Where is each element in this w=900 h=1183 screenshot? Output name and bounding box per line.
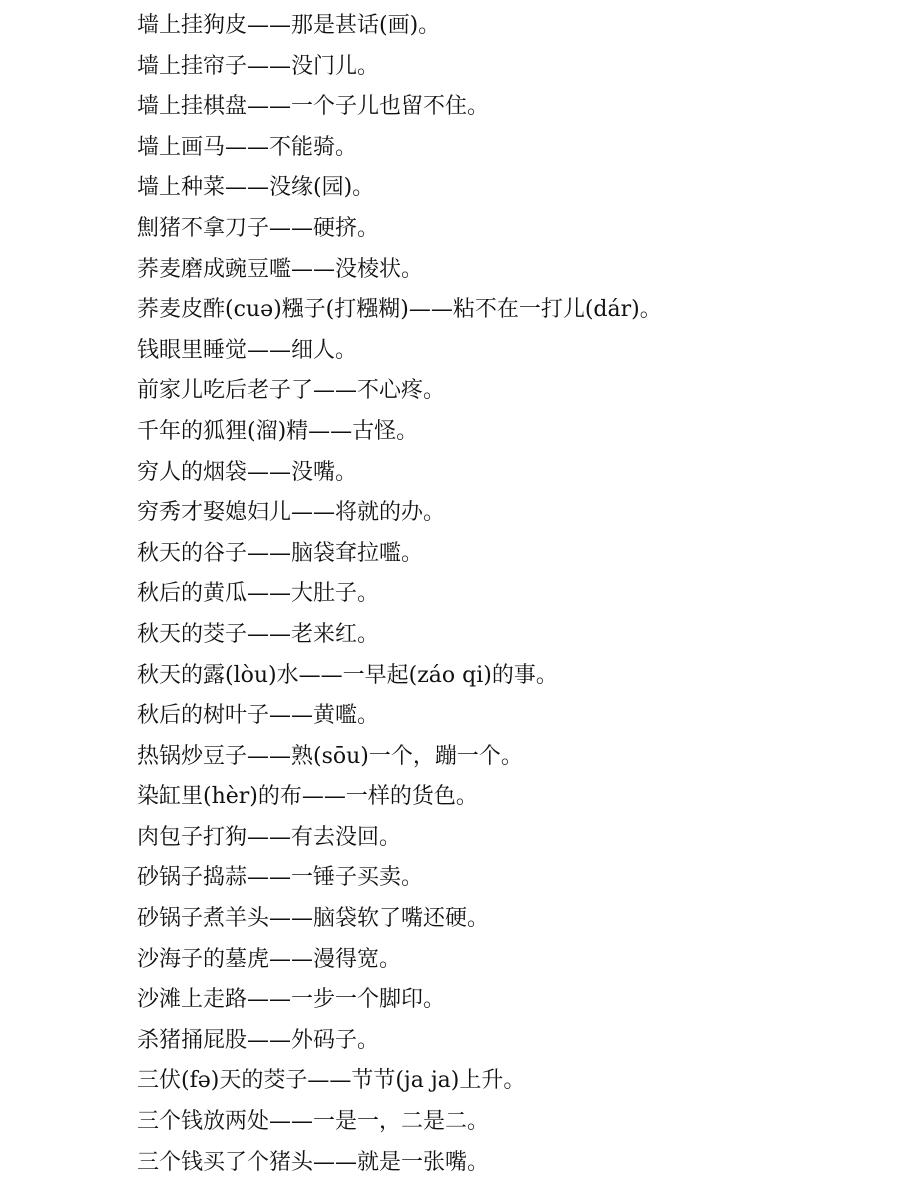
text-line: 穷人的烟袋——没嘴。 xyxy=(137,459,358,485)
text-line: 劁猪不拿刀子——硬挤。 xyxy=(137,215,380,241)
text-line: 前家儿吃后老子了——不心疼。 xyxy=(137,378,446,404)
text-line: 三伏(fə)天的茭子——节节(ja ja)上升。 xyxy=(137,1068,526,1094)
text-line: 墙上挂棋盘——一个子儿也留不住。 xyxy=(137,94,490,120)
text-line: 砂锅子捣蒜——一锤子买卖。 xyxy=(137,865,424,891)
text-line: 穷秀才娶媳妇儿——将就的办。 xyxy=(137,500,446,526)
text-line: 三个钱放两处——一是一，二是二。 xyxy=(137,1109,490,1135)
text-line: 沙海子的墓虎——漫得宽。 xyxy=(137,946,402,972)
text-line: 三个钱买了个猪头——就是一张嘴。 xyxy=(137,1149,490,1175)
text-line: 秋天的谷子——脑袋耷拉嚂。 xyxy=(137,540,424,566)
text-line: 墙上种菜——没缘(园)。 xyxy=(137,175,375,201)
text-line: 千年的狐狸(溜)精——古怪。 xyxy=(137,418,419,444)
text-line: 荞麦磨成豌豆嚂——没棱状。 xyxy=(137,256,424,282)
text-line: 肉包子打狗——有去没回。 xyxy=(137,824,402,850)
text-line: 秋后的树叶子——黄嚂。 xyxy=(137,703,380,729)
text-line: 荞麦皮酢(cuə)糨子(打糨糊)——粘不在一打儿(dár)。 xyxy=(137,297,662,323)
document-body xyxy=(137,6,890,1183)
text-line: 沙滩上走路——一步一个脚印。 xyxy=(137,987,446,1013)
text-line: 墙上画马——不能骑。 xyxy=(137,134,358,160)
text-line: 热锅炒豆子——熟(sōu)一个，蹦一个。 xyxy=(137,743,523,769)
text-line: 砂锅子煮羊头——脑袋软了嘴还硬。 xyxy=(137,906,490,932)
text-line: 秋天的茭子——老来红。 xyxy=(137,621,380,647)
text-line: 秋天的露(lòu)水——一早起(záo qi)的事。 xyxy=(137,662,558,688)
text-line: 杀猪捅屁股——外码子。 xyxy=(137,1027,380,1053)
text-line: 钱眼里睡觉——细人。 xyxy=(137,337,358,363)
text-line: 墙上挂狗皮——那是甚话(画)。 xyxy=(137,13,441,38)
text-line: 秋后的黄瓜——大肚子。 xyxy=(137,581,380,607)
text-line: 染缸里(hèr)的布——一样的货色。 xyxy=(137,784,478,810)
text-line: 墙上挂帘子——没门儿。 xyxy=(137,53,380,79)
